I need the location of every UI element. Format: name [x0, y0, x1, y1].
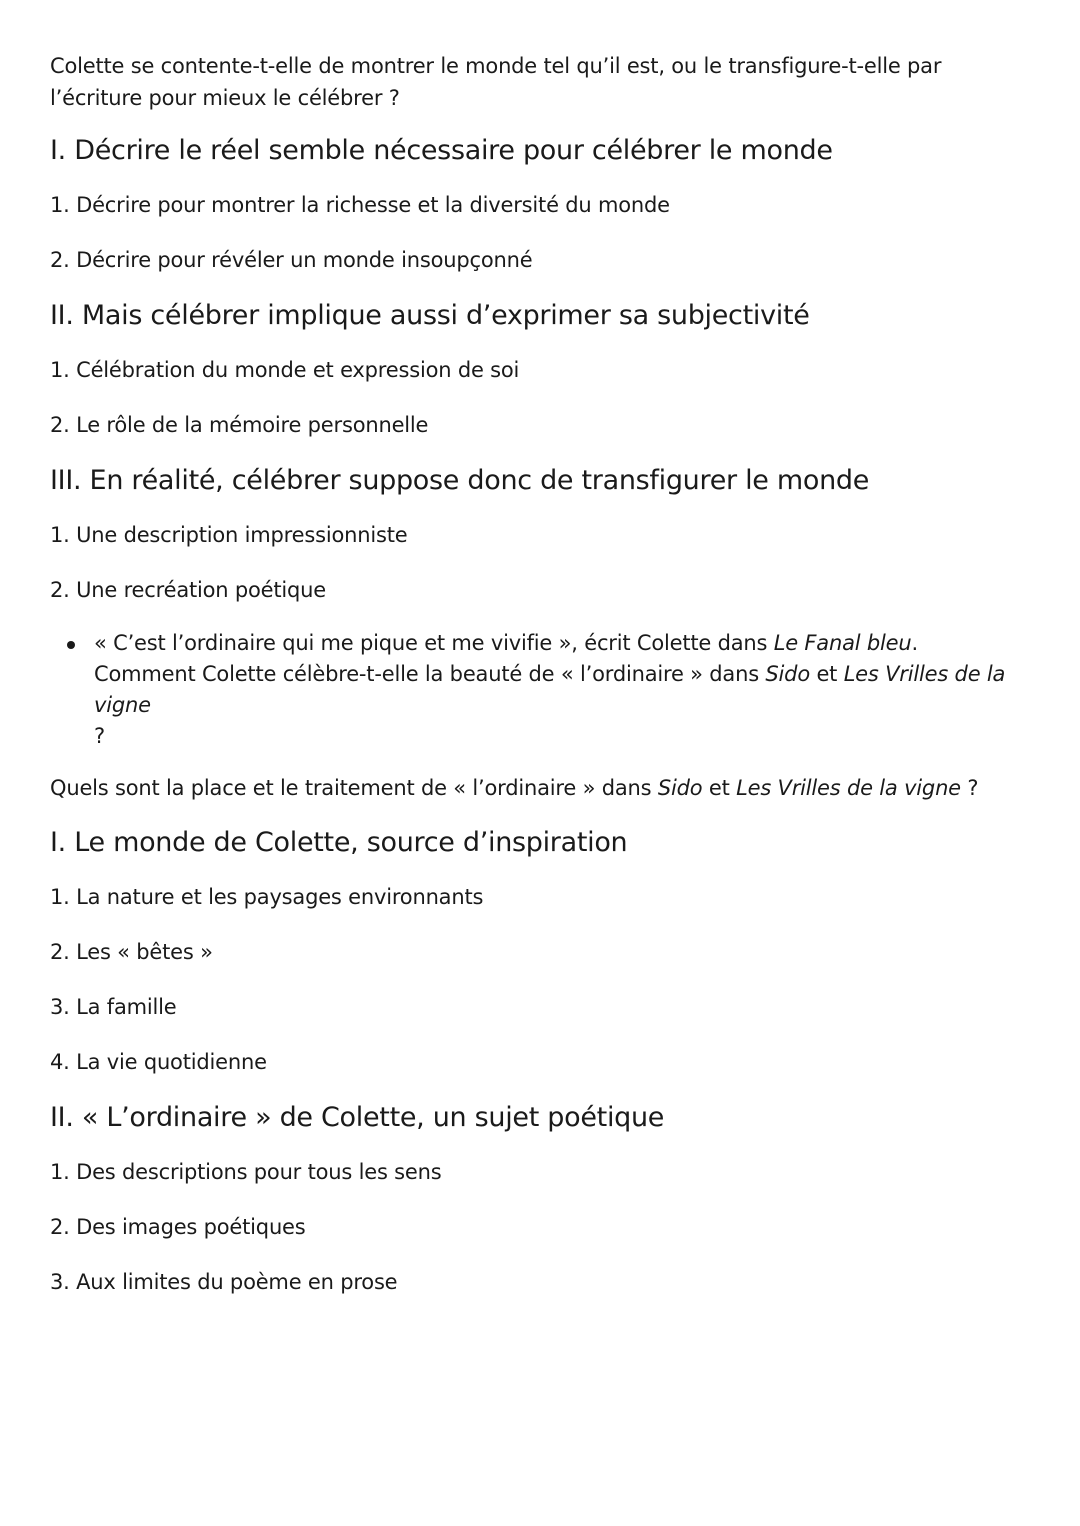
bullet-quote-line — [94, 628, 1030, 659]
plan1-part1-heading: I. Décrire le réel semble nécessaire pour célébrer le monde — [50, 135, 833, 166]
plan2-part1-item4: 4. La vie quotidienne — [50, 1050, 267, 1074]
bullet-icon — [67, 641, 75, 649]
quote-period: . — [911, 631, 918, 655]
plan1-part1-item2: 2. Décrire pour révéler un monde insoupçonné — [50, 248, 533, 272]
plan1-part3-item2: 2. Une recréation poétique — [50, 578, 327, 602]
plan2-part1-heading: I. Le monde de Colette, source d’inspiration — [50, 827, 628, 858]
plan1-part3-item1: 1. Une description impressionniste — [50, 523, 408, 547]
plan2-part1-item1: 1. La nature et les paysages environnants — [50, 885, 484, 909]
work-title-sido: Sido — [765, 662, 810, 686]
work-title-sido: Sido — [657, 776, 703, 800]
bullet-question-mark: ? — [94, 724, 105, 748]
work-title-vrilles: Les Vrilles de la vigne — [94, 662, 1006, 717]
second-question-text: Quels sont la place et le traitement de « l’ordinaire » dans — [50, 776, 658, 800]
plan1-part1-item1: 1. Décrire pour montrer la richesse et la diversité du monde — [50, 193, 670, 217]
bullet-question-text: Comment Colette célèbre-t-elle la beauté de « l’ordinaire » dans — [94, 662, 766, 686]
work-title-fanal-bleu: Le Fanal bleu — [773, 631, 912, 655]
plan2-part1-item3: 3. La famille — [50, 995, 177, 1019]
plan1-part2-item2: 2. Le rôle de la mémoire personnelle — [50, 413, 429, 437]
plan1-part2-item1: 1. Célébration du monde et expression de soi — [50, 358, 520, 382]
bullet-question-line — [94, 659, 1030, 721]
bullet-item — [50, 628, 1030, 752]
conjunction: et — [809, 662, 844, 686]
plan1-part2-heading: II. Mais célébrer implique aussi d’exprimer sa subjectivité — [50, 300, 810, 331]
plan2-part2-item1: 1. Des descriptions pour tous les sens — [50, 1160, 442, 1184]
question-mark: ? — [960, 776, 979, 800]
plan2-part2-item3: 3. Aux limites du poème en prose — [50, 1270, 398, 1294]
second-question — [50, 772, 1030, 804]
plan2-part2-heading: II. « L’ordinaire » de Colette, un sujet poétique — [50, 1102, 665, 1133]
plan1-part3-heading: III. En réalité, célébrer suppose donc de transfigurer le monde — [50, 465, 870, 496]
plan2-part1-item2: 2. Les « bêtes » — [50, 940, 213, 964]
plan2-part2-item2: 2. Des images poétiques — [50, 1215, 306, 1239]
document-page — [50, 50, 1030, 1321]
quote-text: « C’est l’ordinaire qui me pique et me vivifie », écrit Colette dans — [94, 631, 774, 655]
intro-question: Colette se contente-t-elle de montrer le monde tel qu’il est, ou le transfigure-t-elle par l’écriture pour mieux le célébrer ? — [50, 54, 942, 110]
work-title-vrilles: Les Vrilles de la vigne — [736, 776, 961, 800]
conjunction: et — [702, 776, 737, 800]
